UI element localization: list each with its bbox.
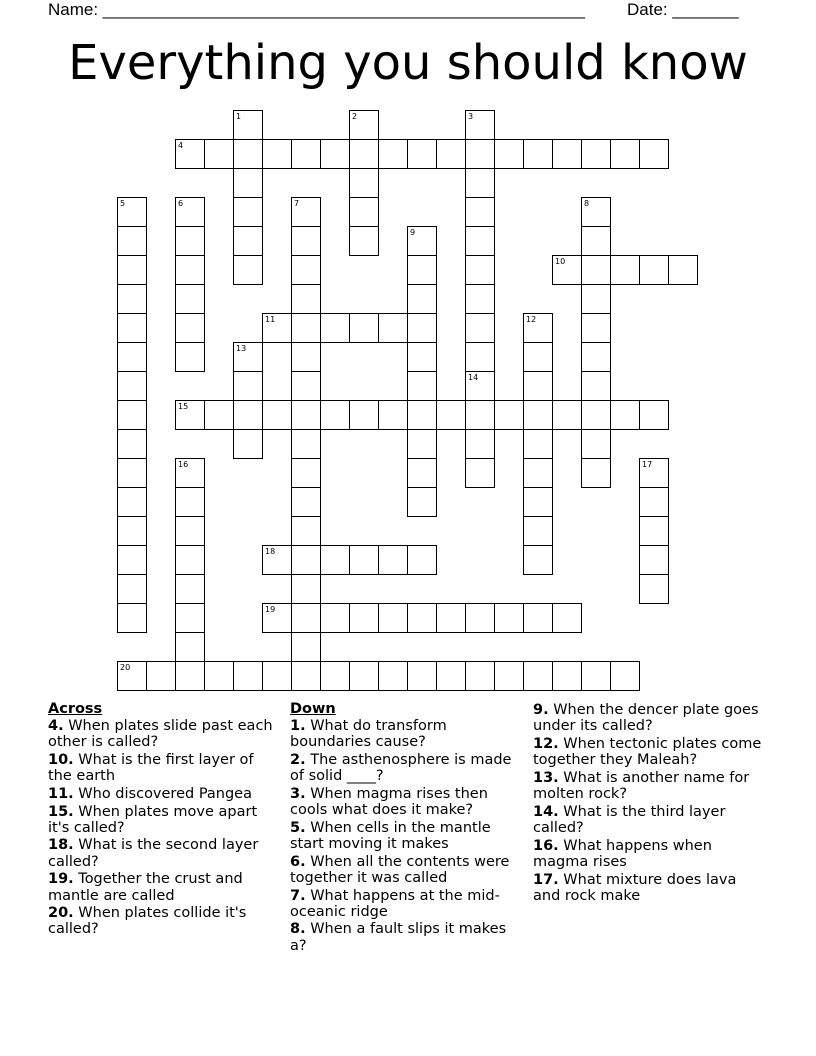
grid-cell[interactable] <box>262 313 292 343</box>
grid-cell[interactable] <box>291 574 321 604</box>
across-heading: Across <box>48 701 103 717</box>
grid-cell[interactable] <box>523 429 553 459</box>
grid-cell[interactable] <box>233 661 263 691</box>
grid-cell[interactable] <box>465 197 495 227</box>
clue-number: 7 <box>294 199 300 208</box>
grid-cell[interactable] <box>610 139 640 169</box>
clue-number: 4 <box>178 141 184 150</box>
clue <box>533 770 763 802</box>
grid-cell[interactable] <box>465 255 495 285</box>
grid-cell[interactable] <box>117 487 147 517</box>
grid-cell[interactable] <box>175 400 205 430</box>
clue-text: When tectonic plates come together they Maleah? <box>533 735 762 769</box>
clue-text: What happens at the mid-oceanic ridge <box>290 887 500 920</box>
clue-number: 1. <box>290 718 306 734</box>
grid-cell[interactable] <box>175 197 205 227</box>
clue-text: When magma rises then cools what does it make? <box>290 785 488 819</box>
grid-cell[interactable] <box>291 516 321 546</box>
grid-cell[interactable] <box>407 371 437 401</box>
clue <box>290 752 518 784</box>
grid-cell[interactable] <box>233 255 263 285</box>
grid-cell[interactable] <box>581 197 611 227</box>
grid-cell[interactable] <box>523 516 553 546</box>
grid-cell[interactable] <box>378 313 408 343</box>
grid-cell[interactable] <box>233 139 263 169</box>
clue <box>290 820 518 852</box>
clue-number: 18. <box>48 837 74 854</box>
clue-number: 3. <box>290 785 306 802</box>
clue <box>48 752 273 784</box>
grid-cell[interactable] <box>378 545 408 575</box>
grid-cell[interactable] <box>378 400 408 430</box>
down-clue-list-continued <box>533 702 763 904</box>
clue-text: When plates move apart it's called? <box>48 803 258 836</box>
grid-cell[interactable] <box>233 197 263 227</box>
grid-cell[interactable] <box>117 661 147 691</box>
clue-number: 12 <box>526 315 537 324</box>
grid-cell[interactable] <box>320 139 350 169</box>
clue-number: 4. <box>48 718 64 734</box>
down-clue-list <box>290 718 518 954</box>
across-clue-list <box>48 718 273 938</box>
grid-cell[interactable] <box>465 458 495 488</box>
grid-cell[interactable] <box>407 139 437 169</box>
grid-cell[interactable] <box>349 168 379 198</box>
grid-cell[interactable] <box>233 371 263 401</box>
grid-cell[interactable] <box>175 284 205 314</box>
grid-cell[interactable] <box>465 603 495 633</box>
clue-number: 10. <box>48 751 74 768</box>
grid-cell[interactable] <box>552 139 582 169</box>
grid-cell[interactable] <box>610 255 640 285</box>
grid-cell[interactable] <box>668 255 698 285</box>
grid-cell[interactable] <box>349 603 379 633</box>
grid-cell[interactable] <box>117 400 147 430</box>
grid-cell[interactable] <box>233 400 263 430</box>
grid-cell[interactable] <box>233 342 263 372</box>
clue-number: 3 <box>468 112 474 121</box>
grid-cell[interactable] <box>175 603 205 633</box>
clue-number: 5. <box>290 819 306 836</box>
grid-cell[interactable] <box>175 516 205 546</box>
grid-cell[interactable] <box>262 545 292 575</box>
grid-cell[interactable] <box>523 487 553 517</box>
grid-cell[interactable] <box>262 603 292 633</box>
grid-cell[interactable] <box>610 661 640 691</box>
date-field[interactable]: Date: _______ <box>627 0 739 19</box>
grid-cell[interactable] <box>494 661 524 691</box>
clue-number: 20 <box>120 663 131 672</box>
grid-cell[interactable] <box>320 603 350 633</box>
grid-cell[interactable] <box>639 139 669 169</box>
grid-cell[interactable] <box>378 661 408 691</box>
grid-cell[interactable] <box>407 400 437 430</box>
grid-cell[interactable] <box>262 400 292 430</box>
down-clues <box>290 700 518 955</box>
grid-cell[interactable] <box>117 574 147 604</box>
clue-number: 14. <box>533 803 559 820</box>
grid-cell[interactable] <box>175 458 205 488</box>
clue <box>48 718 273 750</box>
grid-cell[interactable] <box>436 400 466 430</box>
grid-cell[interactable] <box>291 487 321 517</box>
grid-cell[interactable] <box>581 139 611 169</box>
grid-cell[interactable] <box>523 545 553 575</box>
grid-cell[interactable] <box>291 429 321 459</box>
grid-cell[interactable] <box>291 545 321 575</box>
clue <box>533 702 763 734</box>
grid-cell[interactable] <box>204 661 234 691</box>
grid-cell[interactable] <box>117 603 147 633</box>
grid-cell[interactable] <box>465 110 495 140</box>
grid-cell[interactable] <box>407 255 437 285</box>
down-clues-continued <box>533 702 763 905</box>
grid-cell[interactable] <box>291 139 321 169</box>
clue-text: The asthenosphere is made of solid ____? <box>290 751 512 785</box>
grid-cell[interactable] <box>349 110 379 140</box>
grid-cell[interactable] <box>523 342 553 372</box>
grid-cell[interactable] <box>523 458 553 488</box>
clue-number: 2. <box>290 751 306 768</box>
clue-text: What is the second layer called? <box>48 837 259 870</box>
grid-cell[interactable] <box>233 168 263 198</box>
grid-cell[interactable] <box>639 545 669 575</box>
grid-cell[interactable] <box>291 255 321 285</box>
clue-number: 6 <box>178 199 184 208</box>
grid-cell[interactable] <box>262 661 292 691</box>
grid-cell[interactable] <box>639 255 669 285</box>
grid-cell[interactable] <box>117 342 147 372</box>
clue <box>533 736 763 768</box>
grid-cell[interactable] <box>175 574 205 604</box>
clue-number: 16. <box>533 837 559 854</box>
grid-cell[interactable] <box>175 487 205 517</box>
clue-number: 20. <box>48 905 74 922</box>
grid-cell[interactable] <box>465 139 495 169</box>
grid-cell[interactable] <box>407 487 437 517</box>
name-field[interactable]: Name: ___________________________________________________ <box>48 0 585 19</box>
clue-text: When the dencer plate goes under its called? <box>533 702 759 735</box>
clue <box>48 837 273 869</box>
grid-cell[interactable] <box>291 632 321 662</box>
grid-cell[interactable] <box>523 661 553 691</box>
grid-cell[interactable] <box>581 255 611 285</box>
clue <box>533 872 763 904</box>
clue-text: What is the third layer called? <box>533 803 726 836</box>
clue-number: 8. <box>290 921 306 938</box>
clue-number: 11. <box>48 785 74 802</box>
grid-cell[interactable] <box>349 400 379 430</box>
grid-cell[interactable] <box>407 226 437 256</box>
clue-number: 17. <box>533 871 559 888</box>
grid-cell[interactable] <box>465 429 495 459</box>
grid-cell[interactable] <box>320 313 350 343</box>
clue <box>533 838 763 870</box>
grid-cell[interactable] <box>639 458 669 488</box>
clue-text: What do transform boundaries cause? <box>290 718 447 751</box>
clue <box>48 905 273 937</box>
grid-cell[interactable] <box>291 603 321 633</box>
grid-cell[interactable] <box>581 284 611 314</box>
grid-cell[interactable] <box>320 661 350 691</box>
clue-text: When a fault slips it makes a? <box>290 921 507 954</box>
grid-cell[interactable] <box>581 313 611 343</box>
clue-number: 12. <box>533 735 559 752</box>
clue-number: 15 <box>178 402 189 411</box>
clue-number: 14 <box>468 373 479 382</box>
grid-cell[interactable] <box>291 371 321 401</box>
grid-cell[interactable] <box>117 197 147 227</box>
clue <box>533 804 763 836</box>
clue-text: When plates slide past each other is called? <box>48 718 273 751</box>
grid-cell[interactable] <box>117 545 147 575</box>
grid-cell[interactable] <box>581 458 611 488</box>
grid-cell[interactable] <box>407 661 437 691</box>
grid-cell[interactable] <box>552 400 582 430</box>
clue-number: 18 <box>265 547 276 556</box>
clue <box>48 804 273 836</box>
grid-cell[interactable] <box>407 603 437 633</box>
clue-number: 10 <box>555 257 566 266</box>
clue-text: What mixture does lava and rock make <box>533 871 737 904</box>
across-clues <box>48 700 273 939</box>
grid-cell[interactable] <box>349 545 379 575</box>
grid-cell[interactable] <box>407 342 437 372</box>
grid-cell[interactable] <box>639 487 669 517</box>
clue-text: When plates collide it's called? <box>48 905 247 938</box>
clue-text: Together the crust and mantle are called <box>48 871 243 904</box>
grid-cell[interactable] <box>465 400 495 430</box>
grid-cell[interactable] <box>436 661 466 691</box>
grid-cell[interactable] <box>175 226 205 256</box>
grid-cell[interactable] <box>146 661 176 691</box>
grid-cell[interactable] <box>407 429 437 459</box>
clue <box>290 786 518 818</box>
grid-cell[interactable] <box>407 458 437 488</box>
clue <box>48 871 273 903</box>
grid-cell[interactable] <box>465 168 495 198</box>
grid-cell[interactable] <box>494 603 524 633</box>
grid-cell[interactable] <box>291 661 321 691</box>
grid-cell[interactable] <box>436 139 466 169</box>
grid-cell[interactable] <box>291 458 321 488</box>
grid-cell[interactable] <box>552 603 582 633</box>
grid-cell[interactable] <box>581 400 611 430</box>
clue-number: 8 <box>584 199 590 208</box>
clue-number: 19 <box>265 605 276 614</box>
grid-cell[interactable] <box>407 545 437 575</box>
grid-cell[interactable] <box>175 255 205 285</box>
grid-cell[interactable] <box>117 371 147 401</box>
clue-text: What is the first layer of the earth <box>48 751 254 785</box>
grid-cell[interactable] <box>465 226 495 256</box>
grid-cell[interactable] <box>639 574 669 604</box>
grid-cell[interactable] <box>117 516 147 546</box>
grid-cell[interactable] <box>262 139 292 169</box>
grid-cell[interactable] <box>465 284 495 314</box>
clue-number: 17 <box>642 460 653 469</box>
grid-cell[interactable] <box>494 139 524 169</box>
grid-cell[interactable] <box>117 313 147 343</box>
grid-cell[interactable] <box>291 313 321 343</box>
down-heading: Down <box>290 701 336 717</box>
grid-cell[interactable] <box>465 371 495 401</box>
puzzle-title: Everything you should know <box>68 35 748 91</box>
grid-cell[interactable] <box>320 545 350 575</box>
grid-cell[interactable] <box>117 255 147 285</box>
grid-cell[interactable] <box>320 400 350 430</box>
grid-cell[interactable] <box>494 400 524 430</box>
grid-cell[interactable] <box>349 313 379 343</box>
grid-cell[interactable] <box>117 429 147 459</box>
grid-cell[interactable] <box>523 400 553 430</box>
clue-text: What is another name for molten rock? <box>533 769 750 803</box>
grid-cell[interactable] <box>523 139 553 169</box>
grid-cell[interactable] <box>581 661 611 691</box>
grid-cell[interactable] <box>436 603 466 633</box>
clue <box>290 888 518 920</box>
clue-number: 2 <box>352 112 358 121</box>
clue-number: 5 <box>120 199 126 208</box>
clue-text: What happens when magma rises <box>533 837 712 870</box>
grid-cell[interactable] <box>349 197 379 227</box>
grid-cell[interactable] <box>117 226 147 256</box>
grid-cell[interactable] <box>117 284 147 314</box>
grid-cell[interactable] <box>291 226 321 256</box>
grid-cell[interactable] <box>581 342 611 372</box>
clue-text: When all the contents were together it was called <box>290 853 510 886</box>
grid-cell[interactable] <box>291 284 321 314</box>
grid-cell[interactable] <box>523 371 553 401</box>
clue <box>290 854 518 886</box>
grid-cell[interactable] <box>204 400 234 430</box>
clue-number: 15. <box>48 803 74 820</box>
grid-cell[interactable] <box>552 255 582 285</box>
grid-cell[interactable] <box>233 110 263 140</box>
clue-text: When cells in the mantle start moving it makes <box>290 819 491 852</box>
grid-cell[interactable] <box>175 313 205 343</box>
grid-cell[interactable] <box>175 342 205 372</box>
clue <box>290 921 518 953</box>
clue-number: 11 <box>265 315 276 324</box>
clue-number: 1 <box>236 112 242 121</box>
grid-cell[interactable] <box>581 429 611 459</box>
grid-cell[interactable] <box>639 400 669 430</box>
grid-cell[interactable] <box>465 313 495 343</box>
grid-cell[interactable] <box>291 400 321 430</box>
grid-cell[interactable] <box>175 661 205 691</box>
clue <box>290 718 518 750</box>
grid-cell[interactable] <box>175 632 205 662</box>
grid-cell[interactable] <box>465 661 495 691</box>
grid-cell[interactable] <box>117 458 147 488</box>
grid-cell[interactable] <box>349 661 379 691</box>
clue-number: 9 <box>410 228 416 237</box>
grid-cell[interactable] <box>581 371 611 401</box>
clue-text: Who discovered Pangea <box>73 785 252 802</box>
clue <box>48 786 273 802</box>
grid-cell[interactable] <box>291 197 321 227</box>
grid-cell[interactable] <box>581 226 611 256</box>
grid-cell[interactable] <box>407 313 437 343</box>
grid-cell[interactable] <box>378 603 408 633</box>
clue-number: 6. <box>290 853 306 870</box>
clue-number: 9. <box>533 702 549 718</box>
grid-cell[interactable] <box>175 545 205 575</box>
clue-number: 7. <box>290 887 306 904</box>
grid-cell[interactable] <box>233 226 263 256</box>
grid-cell[interactable] <box>639 516 669 546</box>
grid-cell[interactable] <box>349 226 379 256</box>
clue-number: 19. <box>48 871 74 888</box>
grid-cell[interactable] <box>233 429 263 459</box>
grid-cell[interactable] <box>552 661 582 691</box>
grid-cell[interactable] <box>291 342 321 372</box>
grid-cell[interactable] <box>523 603 553 633</box>
grid-cell[interactable] <box>378 139 408 169</box>
grid-cell[interactable] <box>523 313 553 343</box>
grid-cell[interactable] <box>407 284 437 314</box>
grid-cell[interactable] <box>610 400 640 430</box>
grid-cell[interactable] <box>349 139 379 169</box>
grid-cell[interactable] <box>175 139 205 169</box>
clue-number: 13. <box>533 769 559 786</box>
clue-number: 13 <box>236 344 247 353</box>
clue-number: 16 <box>178 460 189 469</box>
grid-cell[interactable] <box>465 342 495 372</box>
grid-cell[interactable] <box>204 139 234 169</box>
